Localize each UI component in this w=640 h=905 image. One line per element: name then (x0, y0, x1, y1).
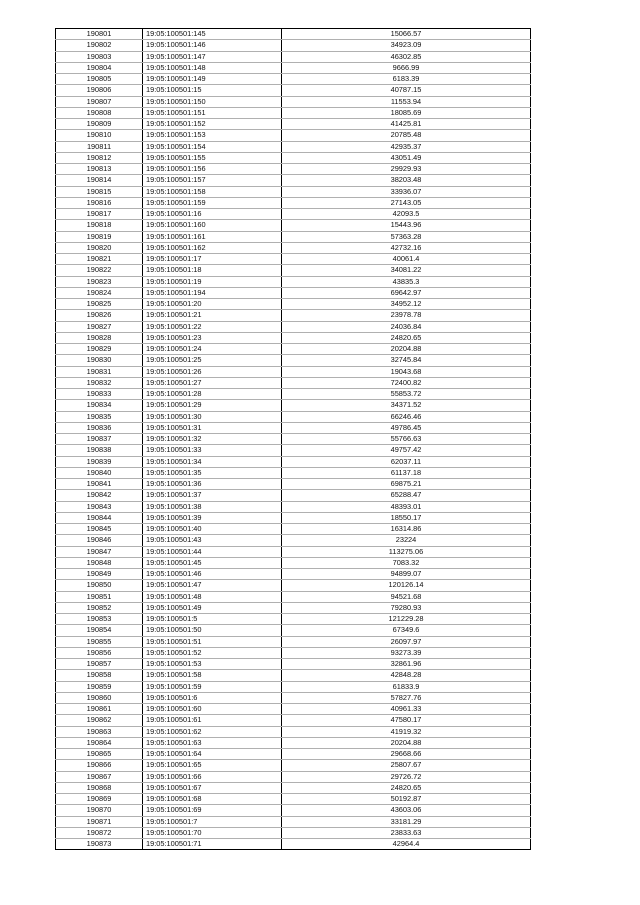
cadastral-number-cell: 19:05:100501:22 (143, 321, 282, 332)
cadastral-number-cell: 19:05:100501:44 (143, 546, 282, 557)
table-row (56, 501, 531, 512)
amount-cell: 49757.42 (282, 445, 531, 456)
amount-cell: 42093.5 (282, 209, 531, 220)
record-number-cell: 190869 (56, 794, 143, 805)
cadastral-number-cell: 19:05:100501:47 (143, 580, 282, 591)
cadastral-number-cell: 19:05:100501:15 (143, 85, 282, 96)
record-number-cell: 190812 (56, 152, 143, 163)
amount-cell: 40061.4 (282, 254, 531, 265)
cadastral-number-cell: 19:05:100501:51 (143, 636, 282, 647)
cadastral-number-cell: 19:05:100501:71 (143, 839, 282, 850)
record-number-cell: 190815 (56, 186, 143, 197)
cadastral-number-cell: 19:05:100501:159 (143, 197, 282, 208)
record-number-cell: 190856 (56, 647, 143, 658)
record-number-cell: 190828 (56, 332, 143, 343)
record-number-cell: 190805 (56, 74, 143, 85)
cadastral-number-cell: 19:05:100501:53 (143, 659, 282, 670)
table-row (56, 366, 531, 377)
amount-cell: 34081.22 (282, 265, 531, 276)
record-number-cell: 190859 (56, 681, 143, 692)
table-row (56, 175, 531, 186)
table-row (56, 276, 531, 287)
table-row (56, 411, 531, 422)
record-number-cell: 190830 (56, 355, 143, 366)
table-row (56, 681, 531, 692)
table-row (56, 569, 531, 580)
record-number-cell: 190860 (56, 692, 143, 703)
table-row (56, 456, 531, 467)
table-row (56, 265, 531, 276)
amount-cell: 55853.72 (282, 389, 531, 400)
table-row (56, 839, 531, 850)
cadastral-number-cell: 19:05:100501:148 (143, 62, 282, 73)
cadastral-number-cell: 19:05:100501:46 (143, 569, 282, 580)
cadastral-number-cell: 19:05:100501:161 (143, 231, 282, 242)
record-number-cell: 190852 (56, 602, 143, 613)
amount-cell: 26097.97 (282, 636, 531, 647)
record-number-cell: 190864 (56, 737, 143, 748)
table-row (56, 310, 531, 321)
cadastral-number-cell: 19:05:100501:29 (143, 400, 282, 411)
table-row (56, 96, 531, 107)
record-number-cell: 190817 (56, 209, 143, 220)
record-number-cell: 190810 (56, 130, 143, 141)
amount-cell: 15066.57 (282, 29, 531, 40)
cadastral-number-cell: 19:05:100501:154 (143, 141, 282, 152)
cadastral-number-cell: 19:05:100501:66 (143, 771, 282, 782)
record-number-cell: 190803 (56, 51, 143, 62)
cadastral-number-cell: 19:05:100501:156 (143, 164, 282, 175)
table-row (56, 737, 531, 748)
table-row (56, 704, 531, 715)
record-number-cell: 190811 (56, 141, 143, 152)
cadastral-number-cell: 19:05:100501:153 (143, 130, 282, 141)
record-number-cell: 190835 (56, 411, 143, 422)
cadastral-number-cell: 19:05:100501:38 (143, 501, 282, 512)
table-row (56, 557, 531, 568)
table-row (56, 715, 531, 726)
amount-cell: 65288.47 (282, 490, 531, 501)
table-row (56, 254, 531, 265)
table-row (56, 479, 531, 490)
table-row (56, 186, 531, 197)
record-number-cell: 190829 (56, 344, 143, 355)
amount-cell: 42935.37 (282, 141, 531, 152)
record-number-cell: 190870 (56, 805, 143, 816)
cadastral-number-cell: 19:05:100501:61 (143, 715, 282, 726)
record-number-cell: 190871 (56, 816, 143, 827)
cadastral-number-cell: 19:05:100501:68 (143, 794, 282, 805)
table-row (56, 332, 531, 343)
amount-cell: 24820.65 (282, 782, 531, 793)
cadastral-number-cell: 19:05:100501:25 (143, 355, 282, 366)
amount-cell: 66246.46 (282, 411, 531, 422)
amount-cell: 57827.76 (282, 692, 531, 703)
table-row (56, 164, 531, 175)
cadastral-number-cell: 19:05:100501:20 (143, 299, 282, 310)
amount-cell: 16314.86 (282, 524, 531, 535)
table-row (56, 209, 531, 220)
cadastral-number-cell: 19:05:100501:26 (143, 366, 282, 377)
record-number-cell: 190818 (56, 220, 143, 231)
record-number-cell: 190836 (56, 422, 143, 433)
record-number-cell: 190846 (56, 535, 143, 546)
cadastral-number-cell: 19:05:100501:194 (143, 287, 282, 298)
cadastral-number-cell: 19:05:100501:28 (143, 389, 282, 400)
amount-cell: 34923.09 (282, 40, 531, 51)
amount-cell: 20785.48 (282, 130, 531, 141)
amount-cell: 7083.32 (282, 557, 531, 568)
cadastral-number-cell: 19:05:100501:64 (143, 749, 282, 760)
table-row (56, 51, 531, 62)
cadastral-number-cell: 19:05:100501:19 (143, 276, 282, 287)
amount-cell: 29726.72 (282, 771, 531, 782)
table-row (56, 782, 531, 793)
cadastral-number-cell: 19:05:100501:39 (143, 512, 282, 523)
cadastral-number-cell: 19:05:100501:155 (143, 152, 282, 163)
table-row (56, 524, 531, 535)
cadastral-number-cell: 19:05:100501:27 (143, 377, 282, 388)
cadastral-number-cell: 19:05:100501:50 (143, 625, 282, 636)
amount-cell: 61833.9 (282, 681, 531, 692)
cadastral-number-cell: 19:05:100501:162 (143, 242, 282, 253)
cadastral-number-cell: 19:05:100501:160 (143, 220, 282, 231)
record-number-cell: 190848 (56, 557, 143, 568)
record-number-cell: 190839 (56, 456, 143, 467)
amount-cell: 43603.06 (282, 805, 531, 816)
table-row (56, 625, 531, 636)
record-number-cell: 190858 (56, 670, 143, 681)
amount-cell: 42964.4 (282, 839, 531, 850)
table-row (56, 130, 531, 141)
table-row (56, 85, 531, 96)
cadastral-number-cell: 19:05:100501:145 (143, 29, 282, 40)
amount-cell: 32861.96 (282, 659, 531, 670)
record-number-cell: 190814 (56, 175, 143, 186)
table-row (56, 40, 531, 51)
table-row (56, 827, 531, 838)
record-number-cell: 190851 (56, 591, 143, 602)
table-row (56, 422, 531, 433)
cadastral-number-cell: 19:05:100501:62 (143, 726, 282, 737)
amount-cell: 43051.49 (282, 152, 531, 163)
table-row (56, 805, 531, 816)
table-row (56, 760, 531, 771)
amount-cell: 38203.48 (282, 175, 531, 186)
amount-cell: 40961.33 (282, 704, 531, 715)
table-row (56, 614, 531, 625)
table-row (56, 400, 531, 411)
record-number-cell: 190854 (56, 625, 143, 636)
amount-cell: 19043.68 (282, 366, 531, 377)
amount-cell: 9666.99 (282, 62, 531, 73)
table-row (56, 692, 531, 703)
cadastral-number-cell: 19:05:100501:34 (143, 456, 282, 467)
record-number-cell: 190820 (56, 242, 143, 253)
cadastral-number-cell: 19:05:100501:157 (143, 175, 282, 186)
record-number-cell: 190802 (56, 40, 143, 51)
amount-cell: 20204.88 (282, 737, 531, 748)
record-number-cell: 190841 (56, 479, 143, 490)
amount-cell: 23978.78 (282, 310, 531, 321)
amount-cell: 42732.16 (282, 242, 531, 253)
cadastral-number-cell: 19:05:100501:45 (143, 557, 282, 568)
table-row (56, 29, 531, 40)
amount-cell: 93273.39 (282, 647, 531, 658)
amount-cell: 34952.12 (282, 299, 531, 310)
cadastral-number-cell: 19:05:100501:152 (143, 119, 282, 130)
table-row (56, 355, 531, 366)
table-row (56, 546, 531, 557)
amount-cell: 40787.15 (282, 85, 531, 96)
amount-cell: 69642.97 (282, 287, 531, 298)
record-number-cell: 190861 (56, 704, 143, 715)
record-number-cell: 190834 (56, 400, 143, 411)
record-number-cell: 190822 (56, 265, 143, 276)
record-number-cell: 190804 (56, 62, 143, 73)
amount-cell: 23224 (282, 535, 531, 546)
record-number-cell: 190845 (56, 524, 143, 535)
record-number-cell: 190826 (56, 310, 143, 321)
record-number-cell: 190855 (56, 636, 143, 647)
table-row (56, 659, 531, 670)
cadastral-number-cell: 19:05:100501:35 (143, 467, 282, 478)
cadastral-number-cell: 19:05:100501:146 (143, 40, 282, 51)
amount-cell: 94521.68 (282, 591, 531, 602)
cadastral-number-cell: 19:05:100501:33 (143, 445, 282, 456)
cadastral-number-cell: 19:05:100501:30 (143, 411, 282, 422)
amount-cell: 27143.05 (282, 197, 531, 208)
table-row (56, 771, 531, 782)
record-number-cell: 190837 (56, 434, 143, 445)
cadastral-number-cell: 19:05:100501:49 (143, 602, 282, 613)
amount-cell: 94899.07 (282, 569, 531, 580)
table-row (56, 445, 531, 456)
cadastral-number-cell: 19:05:100501:147 (143, 51, 282, 62)
cadastral-number-cell: 19:05:100501:151 (143, 107, 282, 118)
cadastral-number-cell: 19:05:100501:60 (143, 704, 282, 715)
table-row (56, 602, 531, 613)
record-number-cell: 190853 (56, 614, 143, 625)
record-number-cell: 190866 (56, 760, 143, 771)
table-row (56, 107, 531, 118)
cadastral-number-cell: 19:05:100501:70 (143, 827, 282, 838)
record-number-cell: 190865 (56, 749, 143, 760)
record-number-cell: 190844 (56, 512, 143, 523)
table-row (56, 467, 531, 478)
record-number-cell: 190819 (56, 231, 143, 242)
record-number-cell: 190807 (56, 96, 143, 107)
amount-cell: 41425.81 (282, 119, 531, 130)
cadastral-number-cell: 19:05:100501:18 (143, 265, 282, 276)
record-number-cell: 190823 (56, 276, 143, 287)
table-row (56, 434, 531, 445)
table-row (56, 287, 531, 298)
cadastral-number-cell: 19:05:100501:65 (143, 760, 282, 771)
cadastral-number-cell: 19:05:100501:36 (143, 479, 282, 490)
record-number-cell: 190849 (56, 569, 143, 580)
record-number-cell: 190809 (56, 119, 143, 130)
record-number-cell: 190868 (56, 782, 143, 793)
cadastral-number-cell: 19:05:100501:23 (143, 332, 282, 343)
amount-cell: 24820.65 (282, 332, 531, 343)
amount-cell: 6183.39 (282, 74, 531, 85)
amount-cell: 18085.69 (282, 107, 531, 118)
amount-cell: 69875.21 (282, 479, 531, 490)
amount-cell: 34371.52 (282, 400, 531, 411)
amount-cell: 29668.66 (282, 749, 531, 760)
table-row (56, 636, 531, 647)
table-row (56, 535, 531, 546)
amount-cell: 29929.93 (282, 164, 531, 175)
cadastral-number-cell: 19:05:100501:24 (143, 344, 282, 355)
table-row (56, 749, 531, 760)
record-number-cell: 190862 (56, 715, 143, 726)
table-row (56, 231, 531, 242)
amount-cell: 50192.87 (282, 794, 531, 805)
record-number-cell: 190840 (56, 467, 143, 478)
cadastral-number-cell: 19:05:100501:16 (143, 209, 282, 220)
amount-cell: 18550.17 (282, 512, 531, 523)
amount-cell: 49786.45 (282, 422, 531, 433)
table-row (56, 670, 531, 681)
record-number-cell: 190832 (56, 377, 143, 388)
amount-cell: 33936.07 (282, 186, 531, 197)
record-number-cell: 190838 (56, 445, 143, 456)
cadastral-number-cell: 19:05:100501:17 (143, 254, 282, 265)
record-number-cell: 190867 (56, 771, 143, 782)
amount-cell: 43835.3 (282, 276, 531, 287)
table-row (56, 197, 531, 208)
amount-cell: 47580.17 (282, 715, 531, 726)
table-row (56, 377, 531, 388)
amount-cell: 48393.01 (282, 501, 531, 512)
table-row (56, 794, 531, 805)
cadastral-number-cell: 19:05:100501:31 (143, 422, 282, 433)
cadastral-number-cell: 19:05:100501:67 (143, 782, 282, 793)
cadastral-number-cell: 19:05:100501:43 (143, 535, 282, 546)
cadastral-number-cell: 19:05:100501:69 (143, 805, 282, 816)
data-table (55, 28, 531, 850)
amount-cell: 62037.11 (282, 456, 531, 467)
record-number-cell: 190863 (56, 726, 143, 737)
amount-cell: 46302.85 (282, 51, 531, 62)
amount-cell: 67349.6 (282, 625, 531, 636)
table-row (56, 74, 531, 85)
record-number-cell: 190842 (56, 490, 143, 501)
amount-cell: 79280.93 (282, 602, 531, 613)
table-row (56, 321, 531, 332)
cadastral-number-cell: 19:05:100501:7 (143, 816, 282, 827)
cadastral-number-cell: 19:05:100501:40 (143, 524, 282, 535)
record-number-cell: 190824 (56, 287, 143, 298)
cadastral-number-cell: 19:05:100501:5 (143, 614, 282, 625)
amount-cell: 33181.29 (282, 816, 531, 827)
table-row (56, 62, 531, 73)
amount-cell: 25807.67 (282, 760, 531, 771)
amount-cell: 61137.18 (282, 467, 531, 478)
record-number-cell: 190827 (56, 321, 143, 332)
table-row (56, 647, 531, 658)
table-body (56, 29, 531, 850)
amount-cell: 20204.88 (282, 344, 531, 355)
cadastral-number-cell: 19:05:100501:59 (143, 681, 282, 692)
amount-cell: 24036.84 (282, 321, 531, 332)
amount-cell: 32745.84 (282, 355, 531, 366)
amount-cell: 55766.63 (282, 434, 531, 445)
record-number-cell: 190847 (56, 546, 143, 557)
cadastral-number-cell: 19:05:100501:32 (143, 434, 282, 445)
amount-cell: 57363.28 (282, 231, 531, 242)
table-row (56, 119, 531, 130)
record-number-cell: 190833 (56, 389, 143, 400)
record-number-cell: 190808 (56, 107, 143, 118)
table-row (56, 152, 531, 163)
record-number-cell: 190873 (56, 839, 143, 850)
cadastral-number-cell: 19:05:100501:37 (143, 490, 282, 501)
amount-cell: 121229.28 (282, 614, 531, 625)
table-row (56, 220, 531, 231)
amount-cell: 23833.63 (282, 827, 531, 838)
cadastral-number-cell: 19:05:100501:52 (143, 647, 282, 658)
amount-cell: 11553.94 (282, 96, 531, 107)
record-number-cell: 190843 (56, 501, 143, 512)
record-number-cell: 190813 (56, 164, 143, 175)
record-number-cell: 190806 (56, 85, 143, 96)
record-number-cell: 190801 (56, 29, 143, 40)
cadastral-number-cell: 19:05:100501:158 (143, 186, 282, 197)
table-row (56, 242, 531, 253)
table-row (56, 389, 531, 400)
cadastral-number-cell: 19:05:100501:149 (143, 74, 282, 85)
cadastral-number-cell: 19:05:100501:150 (143, 96, 282, 107)
table-row (56, 299, 531, 310)
record-number-cell: 190850 (56, 580, 143, 591)
table-row (56, 580, 531, 591)
amount-cell: 42848.28 (282, 670, 531, 681)
record-number-cell: 190831 (56, 366, 143, 377)
table-row (56, 591, 531, 602)
record-number-cell: 190821 (56, 254, 143, 265)
amount-cell: 113275.06 (282, 546, 531, 557)
cadastral-number-cell: 19:05:100501:58 (143, 670, 282, 681)
record-number-cell: 190825 (56, 299, 143, 310)
amount-cell: 41919.32 (282, 726, 531, 737)
table-row (56, 141, 531, 152)
cadastral-number-cell: 19:05:100501:6 (143, 692, 282, 703)
table-row (56, 490, 531, 501)
record-number-cell: 190857 (56, 659, 143, 670)
amount-cell: 15443.96 (282, 220, 531, 231)
table-row (56, 816, 531, 827)
amount-cell: 72400.82 (282, 377, 531, 388)
amount-cell: 120126.14 (282, 580, 531, 591)
cadastral-number-cell: 19:05:100501:63 (143, 737, 282, 748)
record-number-cell: 190872 (56, 827, 143, 838)
cadastral-number-cell: 19:05:100501:21 (143, 310, 282, 321)
table-row (56, 344, 531, 355)
table-row (56, 726, 531, 737)
table-row (56, 512, 531, 523)
record-number-cell: 190816 (56, 197, 143, 208)
cadastral-number-cell: 19:05:100501:48 (143, 591, 282, 602)
